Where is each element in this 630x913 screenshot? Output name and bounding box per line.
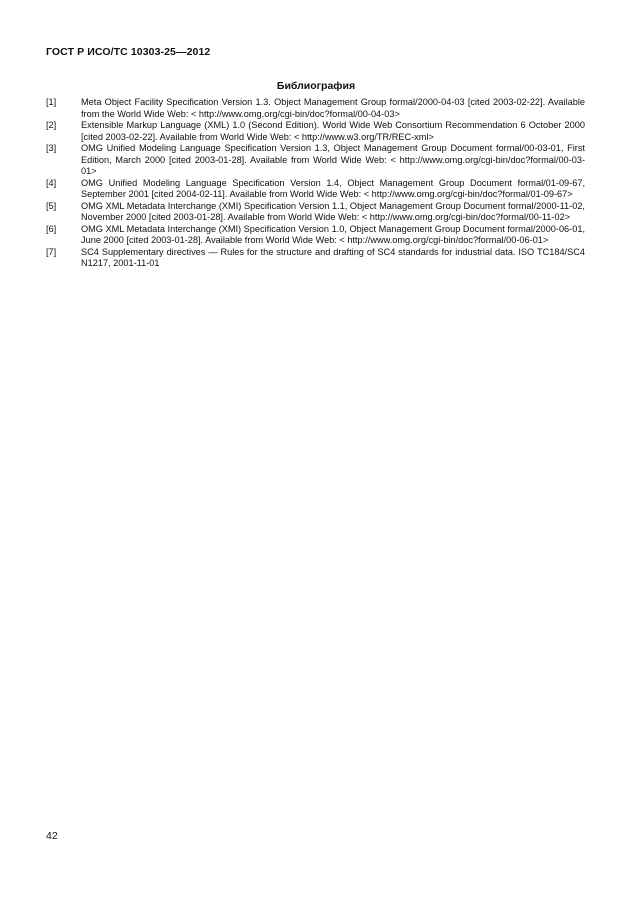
reference-text: Meta Object Facility Specification Version 1.3. Object Management Group formal/2000-04-03 [cited 2003-02-22]. Available from the World Wide Web: < http://www.omg.org/cgi-bin/doc?formal/00-04-03> (81, 97, 585, 119)
reference-number: [2] (46, 120, 57, 130)
reference-number: [3] (46, 143, 57, 153)
reference-text: Extensible Markup Language (XML) 1.0 (Second Edition). World Wide Web Consortium Recommendation 6 October 2000 [cited 2003-02-22]. Available from World Wide Web: < http://www.w3.org/TR/REC-xml> (81, 120, 585, 142)
reference-item (46, 247, 585, 270)
reference-item (46, 120, 585, 143)
reference-text: OMG XML Metadata Interchange (XMI) Specification Version 1.1, Object Management Group Document formal/2000-11-02, November 2000 [cited 2003-01-28]. Available from World Wide Web: < http://www.omg.org/cgi-bin/doc?formal/00-11-02> (81, 200, 585, 222)
reference-number: [5] (46, 200, 57, 211)
reference-text: OMG Unified Modeling Language Specification Version 1.4, Object Management Group Document formal/01-09-67, September 2001 [cited 2004-02-11]. Available from World Wide Web: < http://www.omg.org/cgi-bin/doc?formal/01-09-67> (81, 177, 585, 199)
reference-number: [4] (46, 177, 57, 188)
reference-list (46, 97, 585, 270)
standard-code-header: ГОСТ Р ИСО/ТС 10303-25—2012 (46, 46, 211, 58)
page-number: 42 (46, 830, 58, 842)
reference-item (46, 97, 585, 120)
reference-number: [7] (46, 246, 57, 257)
reference-number: [6] (46, 223, 57, 234)
reference-number: [1] (46, 97, 57, 107)
reference-text: SC4 Supplementary directives — Rules for the structure and drafting of SC4 standards for industrial data. ISO TC184/SC4 N1217, 2001-11-01 (81, 246, 585, 268)
bibliography-title: Библиография (276, 80, 356, 92)
reference-item (46, 178, 585, 201)
reference-item (46, 224, 585, 247)
reference-text: OMG XML Metadata Interchange (XMI) Specification Version 1.0, Object Management Group Document formal/2000-06-01, June 2000 [cited 2003-01-28]. Available from World Wide Web: < http://www.omg.org/cgi-bin/doc?formal/00-06-01> (81, 223, 585, 245)
reference-text: OMG Unified Modeling Language Specification Version 1.3, Object Management Group Document formal/00-03-01, First Edition, March 2000 [cited 2003-01-28]. Available from World Wide Web: < http://www.omg.org/cgi-bin/doc?formal/00-03-01> (81, 143, 585, 176)
reference-item (46, 201, 585, 224)
reference-item (46, 143, 585, 178)
